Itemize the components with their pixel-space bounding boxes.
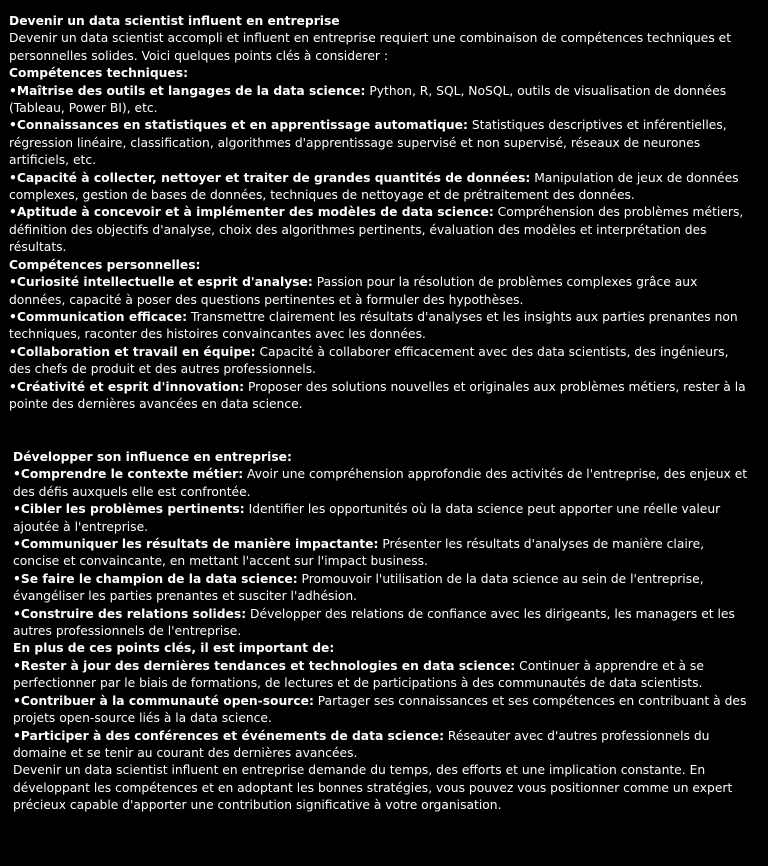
list-item-label: •Se faire le champion de la data science: [13,571,298,586]
list-item-label: •Curiosité intellectuelle et esprit d'analyse: [9,275,313,290]
list-item [9,344,751,379]
list-item-text: Partager ses connaissances et ses compétences en contribuant à des projets open-source liés à la data science. [13,693,747,726]
list-item [13,693,748,728]
list-item-label: •Connaissances en statistiques et en apprentissage automatique: [9,118,468,133]
list-item [9,274,751,309]
list-item-label: •Créativité et esprit d'innovation: [9,379,245,394]
list-item-text: Python, R, SQL, NoSQL, outils de visualisation de données (Tableau, Power BI), etc. [9,83,727,116]
list-item-label: •Participer à des conférences et événements de data science: [13,728,445,743]
list-item-text: Transmettre clairement les résultats d'analyses et les insights aux parties prenantes non techniques, raconter des histoires convaincantes avec les données. [9,309,738,342]
list-item [13,466,748,501]
list-item-label: •Communication efficace: [9,309,188,324]
list-item-text: Proposer des solutions nouvelles et originales aux problèmes métiers, rester à la pointe des dernières avancées en data science. [9,379,746,411]
document-section-1 [9,13,751,413]
list-item [13,606,748,641]
list-item-text: Passion pour la résolution de problèmes complexes grâce aux données, capacité à poser des questions pertinentes et à formuler des hypothèses. [9,275,698,307]
list-item-label: •Contribuer à la communauté open-source: [13,693,314,708]
list-item-text: Capacité à collaborer efficacement avec des data scientists, des ingénieurs, des chefs de produit et des autres professionnels. [9,344,729,377]
document-section-2 [13,449,748,815]
list-item [13,571,748,606]
list-item-label: •Aptitude à concevoir et à implémenter des modèles de data science: [9,205,494,220]
list-item-text: Identifier les opportunités où la data science peut apporter une réelle valeur ajoutée à l'entreprise. [13,502,721,534]
list-item-label: •Capacité à collecter, nettoyer et traiter de grandes quantités de données: [9,170,531,185]
list-item-text: Présenter les résultats d'analyses de manière claire, concise et convaincante, en mettant l'accent sur l'impact business. [13,537,705,569]
conclusion-paragraph: Devenir un data scientist influent en entreprise demande du temps, des efforts et une implication constante. En développant les compétences et en adoptant les bonnes stratégies, vous pouvez vous positionner comme un expert précieux capable d'apporter une contribution significative à votre organisation. [13,763,733,813]
list-item-text: Réseauter avec d'autres professionnels du domaine et se tenir au courant des dernières avancées. [13,728,710,760]
list-item-text: Avoir une compréhension approfondie des activités de l'entreprise, des enjeux et des défis auxquels elle est confrontée. [13,467,748,499]
list-item-label: •Communiquer les résultats de manière impactante: [13,537,379,552]
personal-skills-heading: Compétences personnelles: [9,257,201,272]
list-item [9,309,751,344]
influence-heading: Développer son influence en entreprise: [13,450,292,464]
list-item-label: •Cibler les problèmes pertinents: [13,502,245,517]
list-item-text: Continuer à apprendre et à se perfectionner par le biais de formations, de lectures et de participations à des communautés de data scientists. [13,658,704,691]
list-item [9,379,751,414]
list-item [9,117,751,169]
list-item-label: •Maîtrise des outils et langages de la data science: [9,83,366,98]
document-title: Devenir un data scientist influent en entreprise [9,14,340,28]
list-item [13,658,748,693]
intro-paragraph: Devenir un data scientist accompli et influent en entreprise requiert une combinaison de compétences techniques et personnelles solides. Voici quelques points clés à considerer : [9,31,732,63]
extra-heading: En plus de ces points clés, il est important de: [13,641,335,656]
list-item [13,501,748,536]
list-item-text: Promouvoir l'utilisation de la data science au sein de l'entreprise, évangéliser les parties prenantes et susciter l'adhésion. [13,571,704,604]
list-item-text: Manipulation de jeux de données complexes, gestion de bases de données, techniques de nettoyage et de prétraitement des données. [9,170,739,203]
list-item-label: •Collaboration et travail en équipe: [9,344,256,359]
list-item [9,83,751,118]
list-item-text: Compréhension des problèmes métiers, définition des objectifs d'analyse, choix des algorithmes pertinents, évaluation des modèles et interprétation des résultats. [9,205,744,255]
list-item-label: •Comprendre le contexte métier: [13,467,244,482]
list-item-label: •Rester à jour des dernières tendances et technologies en data science: [13,658,516,673]
list-item [9,204,751,256]
list-item-label: •Construire des relations solides: [13,606,247,621]
list-item [13,536,748,571]
list-item [9,170,751,205]
list-item [13,728,748,763]
tech-skills-heading: Compétences techniques: [9,66,188,81]
list-item-text: Développer des relations de confiance avec les dirigeants, les managers et les autres professionnels de l'entreprise. [13,606,735,639]
list-item-text: Statistiques descriptives et inférentielles, régression linéaire, classification, algorithmes d'apprentissage supervisé et non supervisé, réseaux de neurones artificiels, etc. [9,118,727,168]
